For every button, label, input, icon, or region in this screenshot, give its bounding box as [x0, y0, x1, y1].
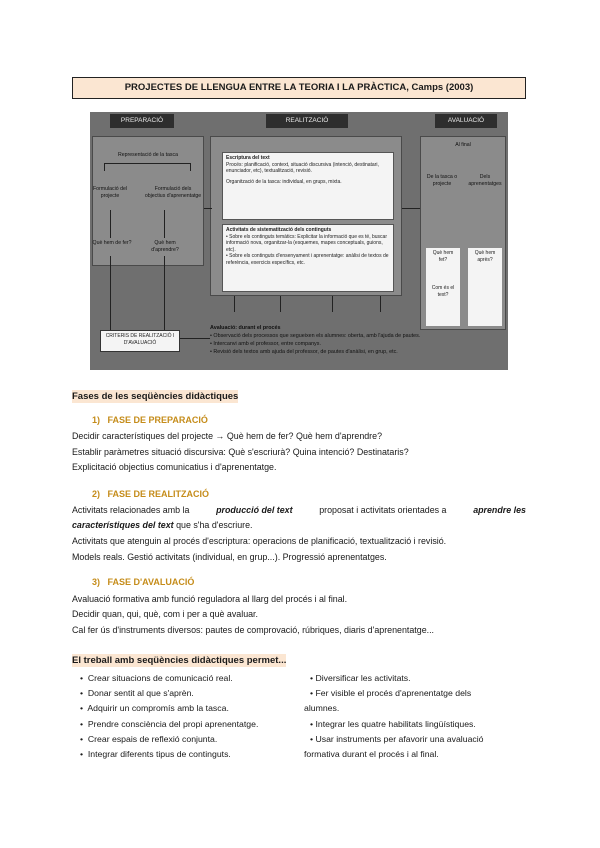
final-label: Al final: [455, 142, 471, 148]
list-item: • Diversificar les activitats.: [310, 673, 411, 683]
systematization-box: [222, 224, 394, 292]
list-item: • Prendre consciència del propi aprenentatge.: [80, 718, 259, 729]
treball-heading: El treball amb seqüències didàctiques permet...: [72, 655, 287, 666]
phase-3-title: FASE D'AVALUACIÓ: [107, 577, 195, 587]
benefits-left-list: [80, 671, 258, 762]
phase-3-line-3: Cal fer ús d'instruments diversos: pautes de comprovació, rúbriques, diaris d'aprenentatge...: [72, 625, 435, 635]
list-item: • Integrar les quatre habilitats lingüístiques.: [310, 718, 476, 729]
phase-1-line-2: Establir paràmetres situació discursiva: Què s'escriurà? Quina intenció? Destinataris?: [72, 447, 409, 457]
aval-task-label: De la tasca o projecte: [426, 174, 458, 187]
phase-2-text-producccio: producció del text: [216, 505, 293, 515]
process-evaluation: [210, 324, 506, 356]
phase-2-text-aprendre: aprendre les: [473, 505, 526, 515]
phase-2-line-4: Models reals. Gestió activitats (individual, en grup...). Progressió aprenentatges.: [72, 552, 387, 562]
systematization-bullet-1: • Sobre els continguts temàtics: Explicitar la informació que es té, buscar informació nova, organitzar-la (esquemes, mapes conceptuals, guions, etc).: [226, 233, 387, 253]
process-diagram: [90, 112, 508, 370]
list-item: • Donar sentit al que s'aprèn.: [80, 688, 194, 699]
benefits-right-list: [304, 671, 484, 762]
document-title: PROJECTES DE LLENGUA ENTRE LA TEORIA I LA PRÀCTICA, Camps (2003): [72, 77, 526, 99]
process-evaluation-title: Avaluació: durant el procés: [210, 325, 281, 331]
diagram-header-avaluacio: AVALUACIÓ: [435, 114, 497, 128]
question-what-done: Què hem fet?: [432, 250, 454, 263]
question-what-to-do: Què hem de fer?: [92, 240, 132, 246]
fases-section: [72, 386, 238, 404]
list-item-continuation: alumnes.: [304, 703, 340, 714]
diagram-header-preparacio: PREPARACIÓ: [110, 114, 174, 128]
phase-2-text-c: proposat i activitats orientades a: [319, 505, 447, 515]
question-what-to-learn: Què hem d'aprendre?: [151, 240, 179, 253]
list-item-continuation: formativa durant el procés i al final.: [304, 749, 439, 760]
list-item: • Fer visible el procés d'aprenentatge dels: [310, 688, 472, 699]
phase-2-line-3: Activitats que atenguin al procés d'escriptura: operacions de planificació, textualització i revisió.: [72, 536, 447, 546]
aval-task-box: [426, 248, 460, 326]
aval-learning-box: [468, 248, 502, 326]
list-item: • Integrar diferents tipus de continguts.: [80, 749, 231, 760]
process-evaluation-bullet-2: • Intercanvi amb el professor, entre companys.: [210, 341, 321, 347]
phase-2-text-escriure: que s'ha d'escriure.: [176, 520, 253, 530]
list-item: • Adquirir un compromís amb la tasca.: [80, 703, 229, 714]
project-formulation: Formulació del projecte: [92, 186, 128, 199]
phase-3-line-1: Avaluació formativa amb funció reguladora al llarg del procés i al final.: [72, 594, 348, 604]
phase-2-line-1: [72, 504, 526, 516]
question-how-text: Com és el text?: [431, 285, 455, 298]
question-what-learned: Què hem après?: [474, 250, 496, 263]
phase-3-line-2: Decidir quan, qui, què, com i per a què avaluar.: [72, 609, 258, 619]
phase-3-heading: [92, 577, 194, 587]
task-representation: Representació de la tasca: [118, 152, 178, 158]
aval-learning-label: Dels aprenentatges: [468, 174, 502, 187]
diagram-header-realitzacio: REALITZACIÓ: [266, 114, 348, 128]
objectives-formulation: Formulació dels objectius d'aprenentatge: [144, 186, 202, 199]
text-writing-box: [222, 152, 394, 220]
phase-2-text-a: Activitats relacionades amb la: [72, 505, 190, 515]
list-item: • Crear espais de reflexió conjunta.: [80, 733, 218, 744]
phase-2-title: FASE DE REALITZACIÓ: [107, 489, 210, 499]
phase-2-heading: [92, 489, 209, 499]
task-organization: Organització de la tasca: individual, en grups, mixta.: [226, 178, 342, 185]
systematization-bullet-2: • Sobre els continguts d'ensenyament i aprenentatge: anàlisi de textos de referència, exercicis específics, etc.: [226, 253, 389, 266]
phase-1-line-3: Explicitació objectius comunicatius i d'aprenentatge.: [72, 462, 277, 472]
criteria-box: CRITERIS DE REALITZACIÓ I D'AVALUACIÓ: [100, 330, 180, 352]
phase-1-heading: [92, 415, 208, 425]
phase-2-number: 2): [92, 489, 101, 499]
fases-heading: Fases de les seqüències didàctiques: [72, 391, 239, 402]
phase-3-number: 3): [92, 577, 101, 587]
systematization-title: Activitats de sistematització dels continguts: [226, 227, 332, 233]
treball-section: [72, 650, 286, 668]
list-item: • Crear situacions de comunicació real.: [80, 673, 233, 683]
phase-1-line-1: Decidir característiques del projecte → Què hem de fer? Què hem d'aprendre?: [72, 431, 383, 441]
text-writing-title: Escriptura del text: [226, 155, 270, 161]
phase-2-line-2: [72, 519, 253, 531]
process-evaluation-bullet-1: • Observació dels processos que segueixen els alumnes: oberta, amb l'ajuda de pautes.: [210, 333, 421, 339]
phase-2-text-caracteristiques: característiques del text: [72, 520, 174, 530]
phase-1-number: 1): [92, 415, 101, 425]
phase-1-title: FASE DE PREPARACIÓ: [107, 415, 208, 425]
list-item: • Usar instruments per afavorir una avaluació: [310, 733, 484, 744]
process-evaluation-bullet-3: • Revisió dels textos amb ajuda del professor, de pautes d'anàlisi, en grup, etc.: [210, 349, 398, 355]
text-writing-process: Procés: planificació, context, situació discursiva (intenció, destinatari, enunciador, etc), textualització, revisió.: [226, 161, 379, 174]
